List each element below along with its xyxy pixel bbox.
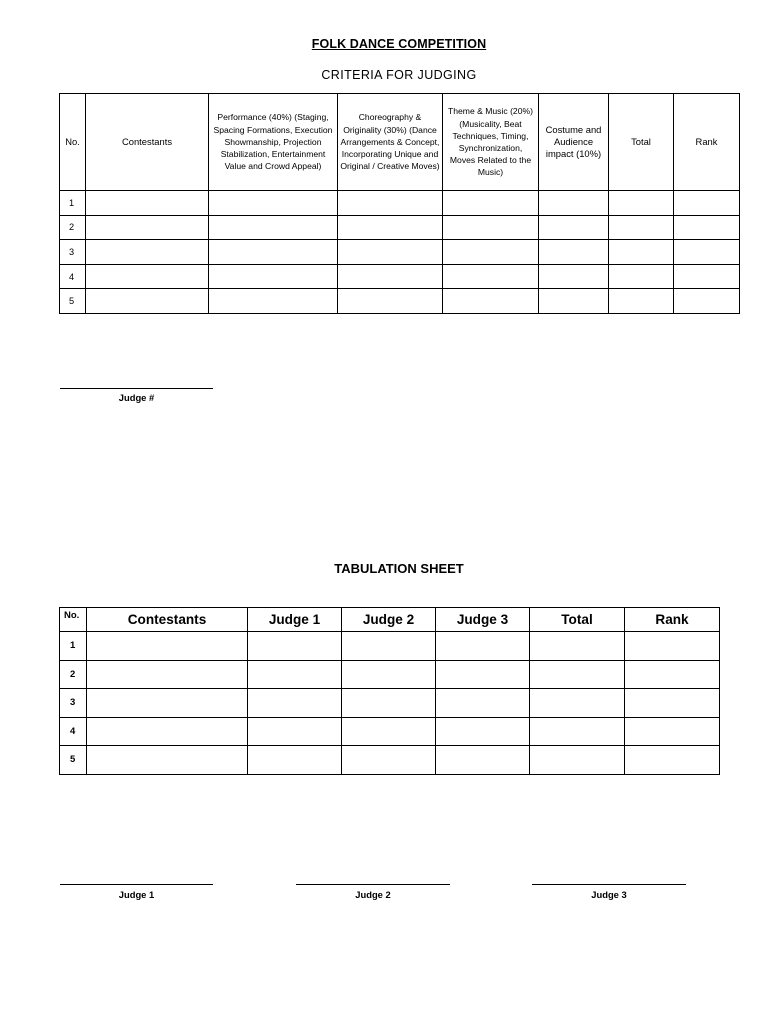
rank-cell[interactable] <box>674 191 740 216</box>
rank-cell[interactable] <box>674 289 740 314</box>
row-number: 2 <box>60 660 87 689</box>
score-cell[interactable] <box>338 240 443 265</box>
row-number: 1 <box>60 632 87 661</box>
judge-3-signature-label: Judge 3 <box>591 889 627 900</box>
table-row <box>60 746 720 775</box>
contestant-cell[interactable] <box>87 717 248 746</box>
judge-score-cell[interactable] <box>248 717 342 746</box>
table-row <box>60 289 740 314</box>
score-cell[interactable] <box>209 264 338 289</box>
contestant-cell[interactable] <box>86 215 209 240</box>
tabulation-title: TABULATION SHEET <box>334 561 464 576</box>
judge-score-cell[interactable] <box>342 632 436 661</box>
row-number: 4 <box>60 264 86 289</box>
row-number: 3 <box>60 240 86 265</box>
score-cell[interactable] <box>443 264 539 289</box>
row-number: 5 <box>60 746 87 775</box>
document-subtitle: CRITERIA FOR JUDGING <box>321 68 477 82</box>
rank-cell[interactable] <box>625 660 720 689</box>
score-cell[interactable] <box>209 191 338 216</box>
score-cell[interactable] <box>443 191 539 216</box>
score-cell[interactable] <box>443 289 539 314</box>
table-row <box>60 215 740 240</box>
score-cell[interactable] <box>443 215 539 240</box>
judge-score-cell[interactable] <box>436 717 530 746</box>
table-row <box>60 264 740 289</box>
score-cell[interactable] <box>539 264 609 289</box>
tabulation-header-row <box>60 608 720 632</box>
judge-1-signature-label: Judge 1 <box>118 889 155 900</box>
table-row <box>60 240 740 265</box>
document-title: FOLK DANCE COMPETITION <box>311 37 487 51</box>
criteria-table <box>59 93 740 314</box>
table-row <box>60 717 720 746</box>
total-cell[interactable] <box>609 264 674 289</box>
judge-3-signature-line <box>532 884 686 885</box>
rank-cell[interactable] <box>625 746 720 775</box>
contestant-cell[interactable] <box>87 660 248 689</box>
contestant-cell[interactable] <box>86 289 209 314</box>
score-cell[interactable] <box>209 289 338 314</box>
criteria-header-costume: Costume and Audience impact (10%) <box>539 94 609 191</box>
tabulation-header-no: No. <box>60 608 87 632</box>
judge-score-cell[interactable] <box>248 689 342 718</box>
score-cell[interactable] <box>338 215 443 240</box>
total-cell[interactable] <box>530 746 625 775</box>
judge-1-signature-line <box>60 884 213 885</box>
score-cell[interactable] <box>338 289 443 314</box>
total-cell[interactable] <box>609 215 674 240</box>
rank-cell[interactable] <box>674 215 740 240</box>
criteria-header-row <box>60 94 740 191</box>
contestant-cell[interactable] <box>86 191 209 216</box>
row-number: 2 <box>60 215 86 240</box>
score-cell[interactable] <box>539 191 609 216</box>
row-number: 1 <box>60 191 86 216</box>
table-row <box>60 660 720 689</box>
judge-score-cell[interactable] <box>436 660 530 689</box>
criteria-header-contestants: Contestants <box>86 94 209 191</box>
total-cell[interactable] <box>530 632 625 661</box>
tabulation-header-contestants: Contestants <box>87 608 248 632</box>
score-cell[interactable] <box>338 191 443 216</box>
tabulation-header-total: Total <box>530 608 625 632</box>
contestant-cell[interactable] <box>87 689 248 718</box>
row-number: 4 <box>60 717 87 746</box>
judge-score-cell[interactable] <box>342 717 436 746</box>
total-cell[interactable] <box>530 660 625 689</box>
criteria-header-total: Total <box>609 94 674 191</box>
tabulation-header-judge-1: Judge 1 <box>248 608 342 632</box>
contestant-cell[interactable] <box>86 240 209 265</box>
judge-score-cell[interactable] <box>342 689 436 718</box>
rank-cell[interactable] <box>625 689 720 718</box>
judge-signature-label: Judge # <box>118 392 155 403</box>
contestant-cell[interactable] <box>87 632 248 661</box>
contestant-cell[interactable] <box>86 264 209 289</box>
row-number: 5 <box>60 289 86 314</box>
score-cell[interactable] <box>338 264 443 289</box>
rank-cell[interactable] <box>625 632 720 661</box>
tabulation-table <box>59 607 720 775</box>
score-cell[interactable] <box>539 289 609 314</box>
tabulation-header-judge-2: Judge 2 <box>342 608 436 632</box>
total-cell[interactable] <box>609 191 674 216</box>
table-row <box>60 632 720 661</box>
judge-score-cell[interactable] <box>248 660 342 689</box>
score-cell[interactable] <box>209 215 338 240</box>
score-cell[interactable] <box>539 240 609 265</box>
judge-signature-line <box>60 388 213 389</box>
table-row <box>60 689 720 718</box>
judge-score-cell[interactable] <box>342 746 436 775</box>
judge-2-signature-line <box>296 884 450 885</box>
rank-cell[interactable] <box>674 264 740 289</box>
score-cell[interactable] <box>443 240 539 265</box>
criteria-header-performance: Performance (40%) (Staging, Spacing Formations, Execution Showmanship, Projection Stabilization, Entertainment Value and Crowd Appeal) <box>209 94 338 191</box>
rank-cell[interactable] <box>674 240 740 265</box>
criteria-header-theme-music: Theme & Music (20%) (Musicality, Beat Techniques, Timing, Synchronization, Moves Related to the Music) <box>443 94 539 191</box>
judge-score-cell[interactable] <box>436 689 530 718</box>
criteria-header-rank: Rank <box>674 94 740 191</box>
criteria-header-no: No. <box>60 94 86 191</box>
judge-2-signature-label: Judge 2 <box>355 889 391 900</box>
judge-score-cell[interactable] <box>436 632 530 661</box>
row-number: 3 <box>60 689 87 718</box>
score-cell[interactable] <box>209 240 338 265</box>
judge-score-cell[interactable] <box>436 746 530 775</box>
tabulation-header-judge-3: Judge 3 <box>436 608 530 632</box>
score-cell[interactable] <box>539 215 609 240</box>
judge-score-cell[interactable] <box>248 632 342 661</box>
table-row <box>60 191 740 216</box>
total-cell[interactable] <box>609 289 674 314</box>
tabulation-header-rank: Rank <box>625 608 720 632</box>
criteria-header-choreography: Choreography & Originality (30%) (Dance Arrangements & Concept, Incorporating Unique and Original / Creative Moves) <box>338 94 443 191</box>
rank-cell[interactable] <box>625 717 720 746</box>
total-cell[interactable] <box>530 717 625 746</box>
judge-score-cell[interactable] <box>248 746 342 775</box>
judge-score-cell[interactable] <box>342 660 436 689</box>
contestant-cell[interactable] <box>87 746 248 775</box>
total-cell[interactable] <box>530 689 625 718</box>
total-cell[interactable] <box>609 240 674 265</box>
